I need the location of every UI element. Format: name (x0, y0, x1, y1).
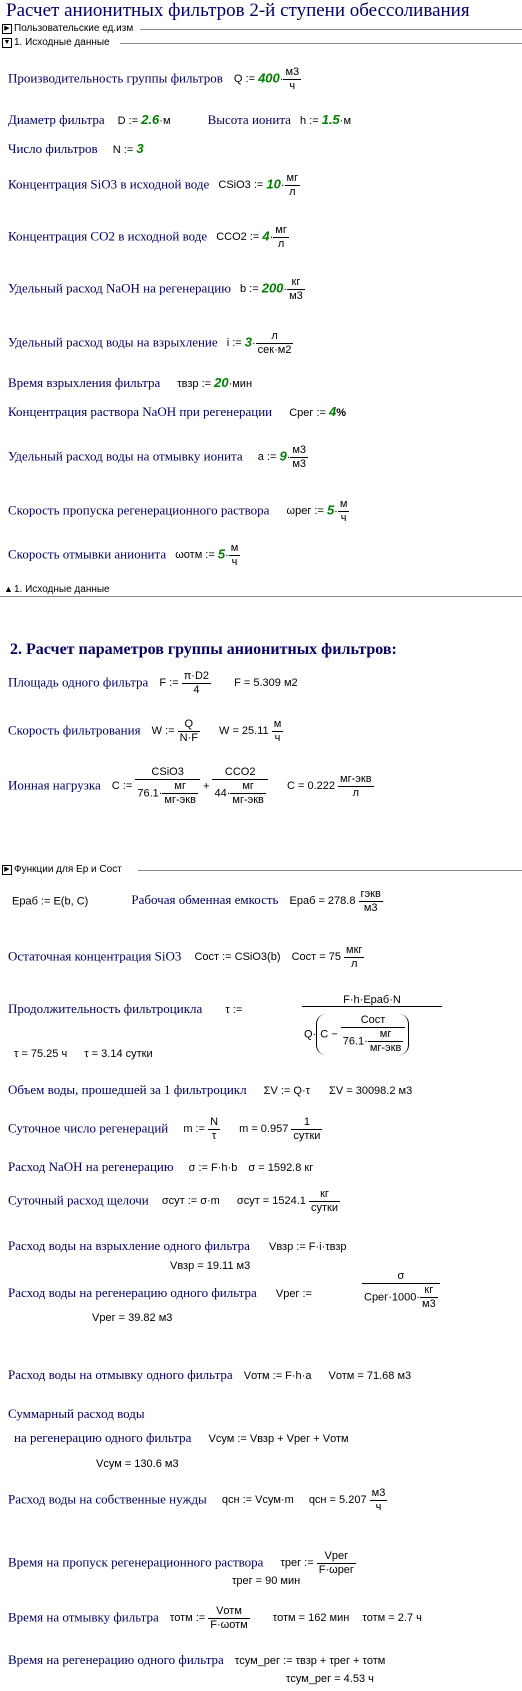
unit-den: л (289, 186, 296, 198)
unit-den: л (350, 958, 358, 970)
section-divider (140, 29, 522, 30)
result: Eраб = 278.8 (289, 895, 356, 908)
unit: ·мин (228, 378, 253, 390)
numerator: N (210, 1116, 219, 1128)
vreg-result: Vрег = 39.82 м3 (92, 1312, 173, 1324)
denominator: Cрег·1000· (364, 1291, 420, 1304)
formula: ΣV := Q·τ (263, 1085, 310, 1097)
label: Скорость пропуска регенерационного раствора (8, 502, 270, 518)
row-wash: Удельный расход воды на отмывку ионита a := 9· $\frac{м3}{м3}$ (8, 444, 307, 470)
result: F = 5.309 м2 (234, 677, 298, 690)
formula: τ := (225, 1004, 243, 1016)
row-ion-load (8, 766, 374, 807)
unit-num: м (230, 542, 239, 554)
denominator: F·ωрег (318, 1564, 354, 1576)
result: τ = 75.25 ч (14, 1048, 68, 1060)
label: Удельный расход воды на взрыхление (8, 334, 218, 350)
row-ep (12, 888, 383, 915)
unit-den: м3 (292, 458, 307, 470)
unit-num: мг (368, 1028, 404, 1042)
label: Удельный расход воды на отмывку ионита (8, 448, 243, 464)
result: τотм = 2.7 ч (362, 1612, 422, 1625)
section-input-data[interactable] (0, 37, 522, 49)
vvzr-result: Vвзр = 19.11 м3 (170, 1260, 251, 1272)
denominator: N·F (179, 732, 198, 744)
row-naoh: Удельный расход NaOH на регенерацию b := 200· $\frac{кг}{м3}$ (8, 276, 303, 302)
result: τотм = 162 мин (272, 1612, 350, 1625)
unit-num: мг (162, 780, 198, 794)
formula: C := (111, 780, 133, 793)
unit-num: кг (420, 1284, 438, 1298)
row-treg (8, 1550, 356, 1577)
unit-num: мг (275, 224, 287, 236)
formula: τсум_рег := τвзр + τрег + τотм (234, 1655, 386, 1667)
label: Расход воды на собственные нужды (8, 1491, 207, 1507)
unit-den: сутки (311, 1202, 338, 1214)
unit-num: мкг (346, 944, 363, 956)
unit-den: сутки (293, 1130, 321, 1142)
unit: ·м (159, 115, 171, 127)
formula: F := (159, 677, 179, 690)
var: Q := (233, 73, 255, 86)
label: Концентрация CO2 в исходной воде (8, 228, 208, 244)
value[interactable]: 4 (262, 228, 270, 244)
row-wash-speed: Скорость отмывки анионита ωотм := 5· $\frac{м}{ч}$ (8, 542, 239, 568)
unit-num: м3 (292, 444, 307, 456)
label: Суточное число регенераций (8, 1120, 169, 1136)
formula: Cост := CSiO3(b) (194, 951, 281, 964)
var: Cрег := (289, 407, 326, 419)
row-volume (8, 1082, 412, 1098)
label: Удельный расход NaOH на регенерацию (8, 280, 231, 296)
result: Cост = 75 (291, 951, 341, 964)
label: Производительность группы фильтров (8, 70, 223, 86)
row-qsn (8, 1487, 387, 1514)
value[interactable]: 1.5 (321, 112, 340, 127)
plus: + (202, 780, 210, 793)
formula: Vрег := (275, 1288, 312, 1300)
denominator: 4 (193, 684, 200, 696)
label: Площадь одного фильтра (8, 674, 149, 690)
result: m = 0.957 (239, 1123, 289, 1136)
denominator: τ (211, 1130, 217, 1142)
label: Рабочая обменная емкость (131, 892, 279, 908)
unit-den: л (352, 787, 360, 799)
section-label: 1. Исходные данные (14, 37, 110, 48)
unit-den: мг-экв (369, 1042, 402, 1054)
formula: m := (183, 1123, 206, 1136)
row-alkali (8, 1188, 340, 1215)
unit-num: м3 (285, 66, 300, 78)
numerator: CSiO3 (135, 766, 200, 780)
var: CSiO3 := (218, 179, 264, 192)
unit-den: сек·м2 (257, 344, 292, 356)
value[interactable]: 400 (258, 70, 280, 86)
section-label: Пользовательские ед.изм (14, 23, 134, 34)
result: τ = 3.14 сутки (84, 1048, 153, 1060)
label: Суточный расход щелочи (8, 1192, 149, 1208)
value[interactable]: 2.6 (141, 112, 160, 127)
result: ΣV = 30098.2 м3 (329, 1085, 413, 1097)
unit-den: ч (375, 1501, 382, 1513)
c-minus: C − (320, 1028, 338, 1041)
value[interactable]: 3 (136, 141, 144, 156)
row-cycle-results (14, 1048, 153, 1060)
label: Время на регенерацию одного фильтра (8, 1652, 224, 1667)
row-regen-speed: Скорость пропуска регенерационного раствора ωрег := 5· $\frac{м}{ч}$ (8, 498, 348, 524)
label: на регенерацию одного фильтра (14, 1430, 192, 1445)
section-divider (0, 596, 522, 597)
value[interactable]: 20 (214, 375, 229, 390)
label: Время на пропуск регенерационного раствора (8, 1554, 264, 1570)
var: i := (226, 337, 242, 350)
label: Остаточная концентрация SiO3 (8, 948, 182, 964)
label: Объем воды, прошедшей за 1 фильтроцикл (8, 1082, 247, 1097)
label: Расход воды на регенерацию одного фильтра (8, 1285, 257, 1300)
result: σсут = 1524.1 (236, 1195, 306, 1208)
unit-num: кг (287, 276, 305, 290)
formula: τрег := (280, 1557, 314, 1570)
numerator: Cост (341, 1014, 406, 1028)
formula: Vвзр := F·i·τвзр (268, 1241, 347, 1253)
row-vvzr (8, 1238, 347, 1254)
formula: τотм := (169, 1612, 206, 1625)
row-sio3: Концентрация SiO3 в исходной воде CSiO3 := 10· $\frac{мг}{л}$ (8, 172, 299, 198)
unit-den: мг-экв (164, 794, 196, 806)
unit-num: кг (309, 1188, 340, 1202)
var: D := (117, 115, 139, 127)
value[interactable]: 5 (217, 546, 226, 562)
numerator: Vрег (317, 1550, 356, 1564)
var: b := (240, 283, 259, 296)
result: C = 0.222 (286, 780, 335, 793)
unit-num: л (256, 330, 294, 344)
label: Скорость фильтрования (8, 722, 141, 738)
treg-result: τрег = 90 мин (232, 1575, 301, 1587)
label: Расход NaOH на регенерацию (8, 1159, 174, 1174)
formula: Vсум := Vвзр + Vрег + Vотм (208, 1433, 349, 1445)
unit-num: 1 (291, 1116, 322, 1130)
row-cycle (8, 1001, 242, 1017)
unit-num: мг (230, 780, 266, 794)
numerator: σ (362, 1270, 440, 1284)
label: Концентрация раствора NaOH при регенерации (8, 404, 273, 419)
unit-num: гэкв (360, 888, 381, 900)
section-label: Функции для Ер и Сост (14, 864, 122, 875)
numerator: Vотм (208, 1605, 249, 1619)
label: Расход воды на взрыхление одного фильтра (8, 1238, 250, 1253)
var: h := (300, 115, 319, 127)
expand-icon[interactable]: ▶ (2, 24, 12, 34)
value[interactable]: 3 (244, 334, 252, 350)
row-totm (8, 1605, 422, 1632)
denominator: F·ωотм (210, 1619, 248, 1631)
row-vreg (8, 1285, 312, 1301)
cycle-numerator: F·h·Eраб·N (302, 994, 442, 1007)
value[interactable]: 9 (279, 448, 287, 464)
page-title: Расчет анионитных фильтров 2-й ступени обессоливания (6, 0, 470, 21)
row-area (8, 670, 298, 697)
var: N := (112, 144, 134, 156)
unit-num: м (273, 718, 282, 730)
result: Vотм = 71.68 м3 (328, 1370, 412, 1382)
unit-den: ч (274, 732, 281, 744)
section-label: 1. Исходные данные (14, 584, 110, 595)
formula: qсн := Vсум·m (221, 1494, 294, 1507)
unit-den: м3 (363, 902, 378, 914)
formula: σ := F·h·b (188, 1162, 238, 1174)
formula: Vотм := F·h·a (243, 1370, 312, 1382)
unit-num: м (339, 498, 348, 510)
label: Число фильтров (8, 141, 98, 156)
row-votm (8, 1367, 411, 1383)
section-user-units[interactable] (0, 23, 522, 35)
row-tsum (8, 1652, 385, 1668)
unit: % (336, 407, 347, 419)
section-divider (138, 870, 522, 871)
collapse-arrow-icon[interactable]: ▲ (4, 584, 13, 594)
row-co2: Концентрация CO2 в исходной воде CCO2 := 4· $\frac{мг}{л}$ (8, 224, 287, 250)
label: Время на отмывку фильтра (8, 1609, 159, 1625)
unit-num: м3 (371, 1487, 386, 1499)
value[interactable]: 4 (329, 404, 337, 419)
vsum-result: Vсум = 130.6 м3 (96, 1458, 179, 1470)
unit-den: м3 (289, 290, 303, 302)
unit-num: мг (286, 172, 299, 184)
unit-den: л (277, 238, 285, 250)
row-count (8, 141, 144, 157)
row-cost (8, 944, 364, 971)
value[interactable]: 5 (326, 502, 335, 518)
row-naoh-use (8, 1159, 313, 1175)
unit: ·м (339, 115, 352, 127)
row-diameter (8, 112, 351, 128)
formula: W := (151, 725, 175, 738)
result: σ = 1592.8 кг (248, 1162, 314, 1174)
formula: Eраб := E(b, C) (12, 895, 89, 908)
cycle-denominator (304, 1014, 409, 1055)
var: CCO2 := (216, 231, 260, 244)
coef: 76.1· (342, 1035, 368, 1048)
label: Скорость отмывки анионита (8, 546, 167, 562)
section-heading: 2. Расчет параметров группы анионитных фильтров: (10, 641, 397, 658)
label: Высота ионита (207, 112, 291, 127)
value[interactable]: 10 (266, 176, 281, 192)
value[interactable]: 200 (261, 280, 284, 296)
row-loosen-time (8, 375, 252, 391)
label: Ионная нагрузка (8, 777, 101, 793)
section-functions[interactable] (0, 864, 522, 876)
var: τвзр := (177, 378, 212, 390)
numerator: CCO2 (212, 766, 267, 780)
coef: 44· (214, 787, 231, 800)
result: W = 25.11 (219, 725, 269, 738)
label: Концентрация SiO3 в исходной воде (8, 176, 210, 192)
unit-den: ч (289, 80, 296, 92)
row-daily-regen (8, 1116, 322, 1143)
unit-den: ч (231, 556, 238, 568)
q: Q· (304, 1028, 317, 1041)
var: a := (257, 451, 277, 464)
label: Время взрыхления фильтра (8, 375, 161, 390)
unit-den: м3 (422, 1298, 436, 1310)
vreg-fraction (362, 1270, 440, 1311)
collapse-icon[interactable]: ▼ (3, 39, 11, 46)
row-productivity: Производительность группы фильтров Q := 400· $\frac{м3}{ч}$ (8, 66, 300, 92)
var: ωрег := (286, 505, 324, 518)
coef: 76.1· (137, 787, 163, 800)
unit-num: мг-экв (340, 773, 372, 785)
row-speed (8, 718, 283, 745)
section-divider (120, 43, 522, 44)
label: Расход воды на отмывку одного фильтра (8, 1367, 233, 1382)
row-regen-conc (8, 404, 346, 420)
var: ωотм := (175, 549, 215, 562)
formula: σсут := σ·m (161, 1195, 220, 1208)
label: Продолжительность фильтроцикла (8, 1001, 203, 1016)
unit-den: мг-экв (232, 794, 264, 806)
row-loosen: Удельный расход воды на взрыхление i := 3· $\frac{л}{\text{сек·м2}}$ (8, 330, 292, 356)
numerator: Q (178, 718, 200, 732)
expand-icon[interactable]: ▶ (2, 865, 12, 875)
numerator: π·D2 (183, 670, 210, 682)
result: qсн = 5.207 (308, 1494, 367, 1507)
row-vsum (14, 1430, 349, 1446)
unit-den: ч (340, 512, 347, 524)
section-input-data-end[interactable] (0, 584, 522, 596)
tsum-result: τсум_рег = 4.53 ч (286, 1673, 374, 1685)
label: Диаметр фильтра (8, 112, 105, 127)
vsum-label: Суммарный расход воды (8, 1406, 145, 1421)
